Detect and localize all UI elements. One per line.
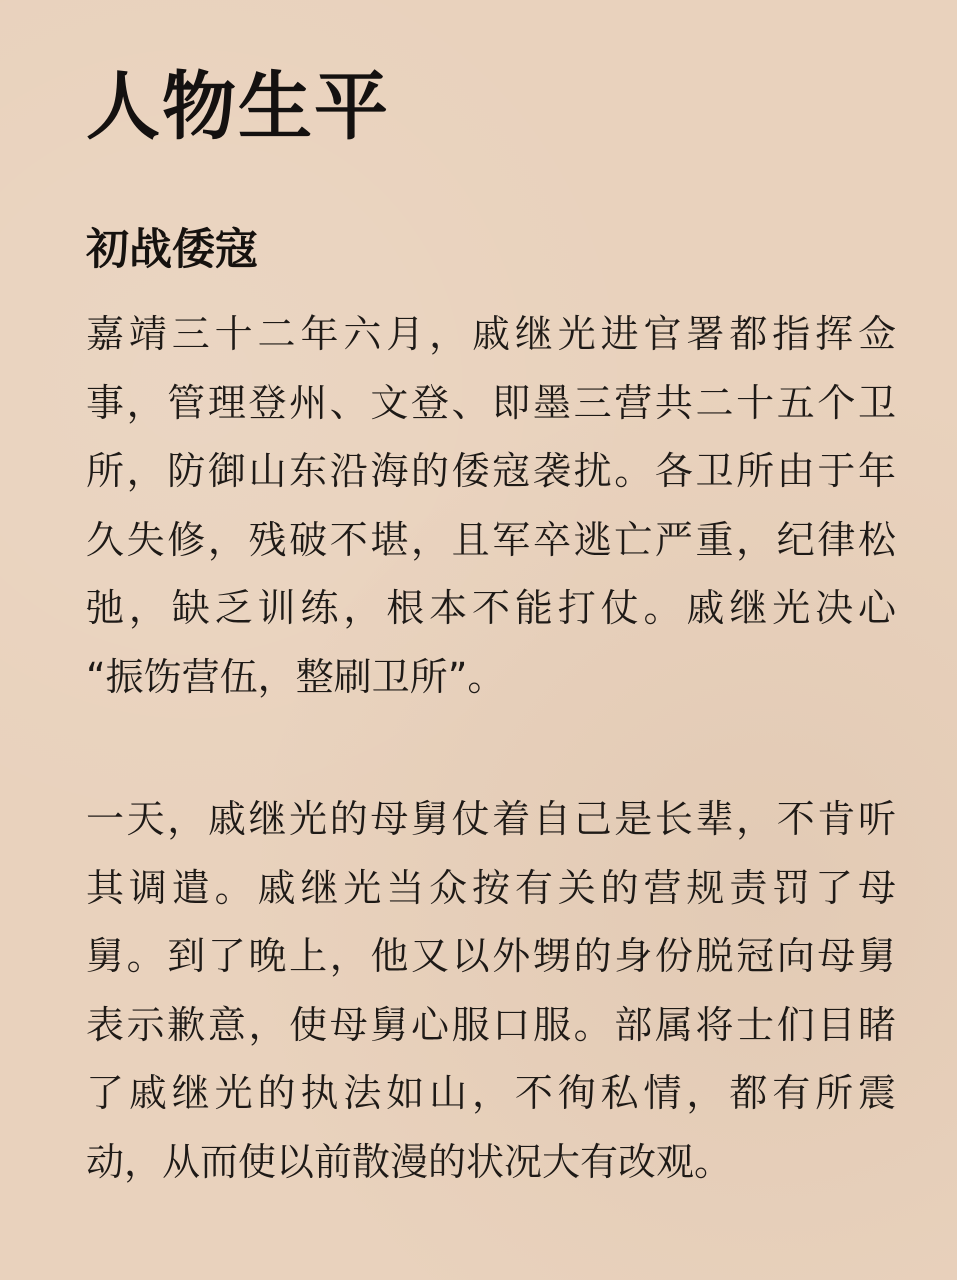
paragraph-line: 所，防御山东沿海的倭寇袭扰。各卫所由于年 [86,449,896,493]
paragraph-line: 嘉靖三十二年六月，戚继光进官署都指挥佥 [86,312,896,356]
paragraph-2 [86,785,896,1196]
paragraph-line: “振饬营伍，整刷卫所”。 [86,654,506,699]
paragraph-line: 其调遣。戚继光当众按有关的营规责罚了母 [86,865,896,910]
paragraph-line: 了戚继光的执法如山，不徇私情，都有所震 [86,1071,896,1115]
section-heading: 初战倭寇 [86,225,258,275]
paragraph-line: 久失修，残破不堪，且军卒逃亡严重，纪律松 [86,517,896,562]
paragraph-1 [86,300,896,711]
paragraph-line: 事，管理登州、文登、即墨三营共二十五个卫 [86,380,896,425]
paragraph-line: 动，从而使以前散漫的状况大有改观。 [86,1139,733,1184]
paragraph-line: 弛，缺乏训练，根本不能打仗。戚继光决心 [86,586,896,630]
paragraph-line: 表示歉意，使母舅心服口服。部属将士们目睹 [86,1002,896,1047]
paragraph-line: 舅。到了晚上，他又以外甥的身份脱冠向母舅 [86,934,896,978]
page-title: 人物生平 [86,64,390,150]
paragraph-line: 一天，戚继光的母舅仗着自己是长辈，不肯听 [86,797,896,841]
